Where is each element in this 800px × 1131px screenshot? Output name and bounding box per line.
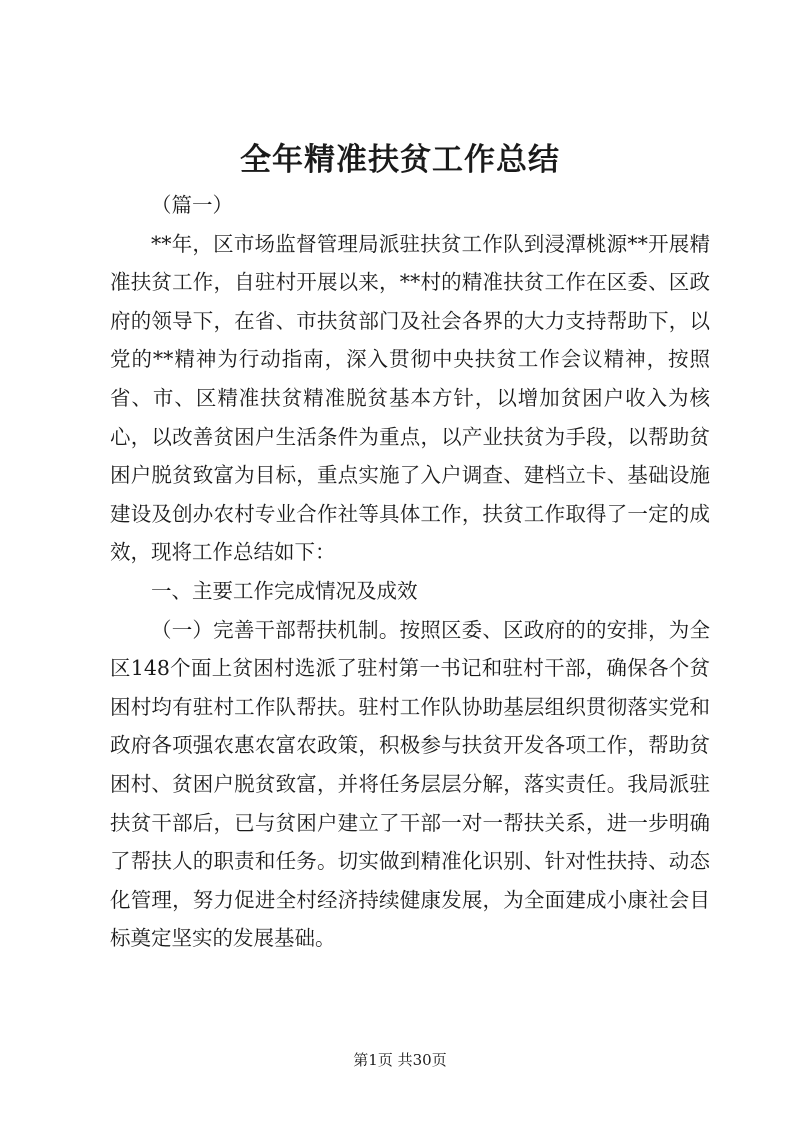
section-heading: 一、主要工作完成情况及成效 [151,578,418,603]
page-number-footer: 第1页 共30页 [353,1051,447,1069]
body-paragraph: （一）完善干部帮扶机制。按照区委、区政府的的安排，为全区148个面上贫困村选派了驻村第一书记和驻村干部，确保各个贫困村均有驻村工作队帮扶。驻村工作队协助基层组织贯彻落实党和政府各项强农惠农富农政策，积极参与扶贫开发各项工作，帮助贫困村、贫困户脱贫致富，并将任务层层分解，落实责任。我局派驻扶贫干部后，已与贫困户建立了干部一对一帮扶关系，进一步明确了帮扶人的职责和任务。切实做到精准化识别、针对性扶持、动态化管理，努力促进全村经济持续健康发展，为全面建成小康社会目标奠定坚实的发展基础。 [110,617,710,951]
document-title: 全年精准扶贫工作总结 [240,142,560,178]
section-label: （篇一） [151,193,233,217]
document-body [110,186,710,958]
body-paragraph: **年，区市场监督管理局派驻扶贫工作队到浸潭桃源**开展精准扶贫工作，自驻村开展以来，**村的精准扶贫工作在区委、区政府的领导下，在省、市扶贫部门及社会各界的大力支持帮助下，以党的**精神为行动指南，深入贯彻中央扶贫工作会议精神，按照省、市、区精准扶贫精准脱贫基本方针，以增加贫困户收入为核心，以改善贫困户生活条件为重点，以产业扶贫为手段，以帮助贫困户脱贫致富为目标，重点实施了入户调查、建档立卡、基础设施建设及创办农村专业合作社等具体工作，扶贫工作取得了一定的成效，现将工作总结如下： [110,231,710,565]
